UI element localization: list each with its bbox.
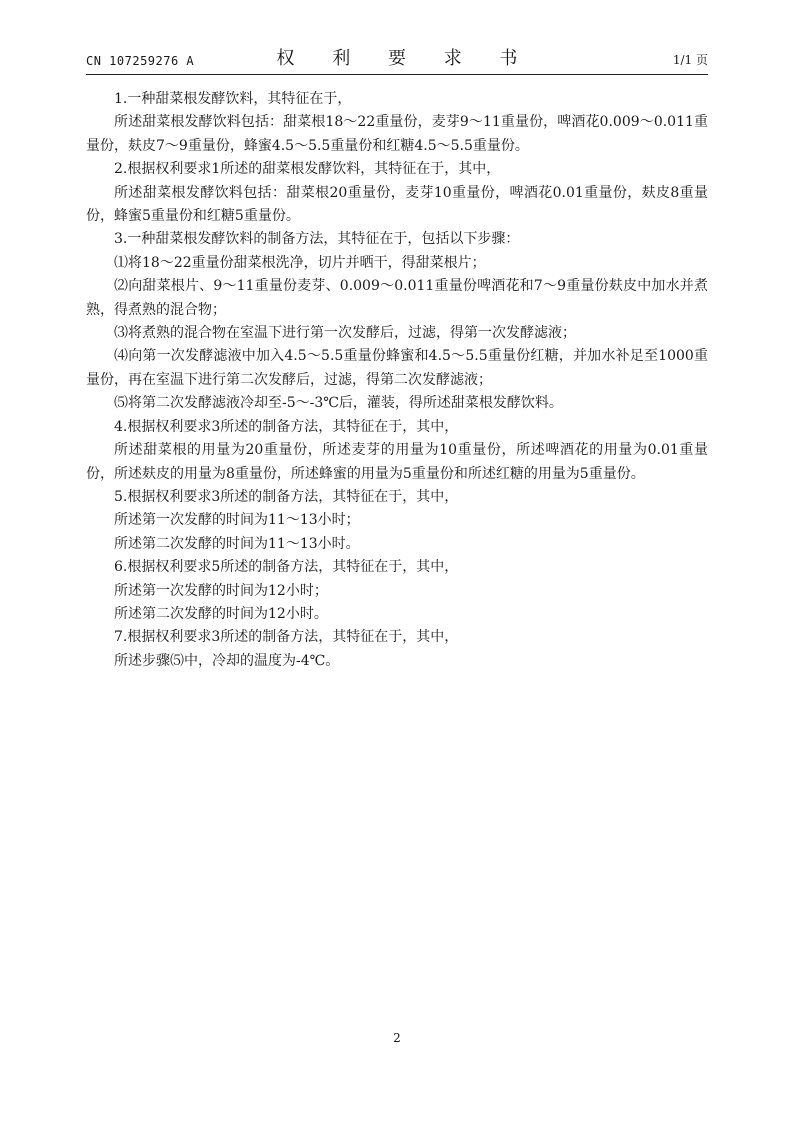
claim-4-heading: 4.根据权利要求3所述的制备方法，其特征在于，其中， [114,418,459,435]
claim-5-heading: 5.根据权利要求3所述的制备方法，其特征在于，其中， [114,488,459,505]
page-number: 2 [393,1031,401,1045]
claim-2-body: 所述甜菜根发酵饮料包括：甜菜根20重量份，麦芽10重量份，啤酒花0.01重量份，麸皮8重量份，蜂蜜5重量份和红糖5重量份。 [86,184,708,225]
page-header [86,44,708,75]
claim-2-heading: 2.根据权利要求1所述的甜菜根发酵饮料，其特征在于，其中， [114,161,501,178]
claim-7-body: 所述步骤⑸中，冷却的温度为-4℃。 [114,652,340,669]
document-number: CN 107259276 A [86,54,195,68]
page-info: 1/1 页 [672,53,708,67]
claim-5-first-fermentation: 所述第一次发酵的时间为11～13小时； [114,512,360,529]
claims-body [86,88,708,673]
claim-6-first-fermentation: 所述第一次发酵的时间为12小时； [114,582,328,599]
claim-3-step-5: ⑸将第二次发酵滤液冷却至-5～-3℃后，灌装，得所述甜菜根发酵饮料。 [114,395,563,412]
claim-1-heading: 1.一种甜菜根发酵饮料，其特征在于， [114,91,352,107]
claim-7-heading: 7.根据权利要求3所述的制备方法，其特征在于，其中， [114,629,459,646]
claim-3-step-2: ⑵向甜菜根片、9～11重量份麦芽、0.009～0.011重量份啤酒花和7～9重量份麸皮中加水并煮熟，得煮熟的混合物； [86,278,708,318]
claim-4-body: 所述甜菜根的用量为20重量份，所述麦芽的用量为10重量份，所述啤酒花的用量为0.01重量份，所述麸皮的用量为8重量份，所述蜂蜜的用量为5重量份和所述红糖的用量为5重量份。 [86,442,708,482]
claim-3-step-4: ⑷向第一次发酵滤液中加入4.5～5.5重量份蜂蜜和4.5～5.5重量份红糖，并加水补足至1000重量份，再在室温下进行第二次发酵后，过滤，得第二次发酵滤液； [86,348,708,388]
claim-6-heading: 6.根据权利要求5所述的制备方法，其特征在于，其中， [114,559,459,576]
claim-5-second-fermentation: 所述第二次发酵的时间为11～13小时。 [114,535,360,552]
claim-6-second-fermentation: 所述第二次发酵的时间为12小时。 [114,605,328,622]
claim-1-body: 所述甜菜根发酵饮料包括：甜菜根18～22重量份，麦芽9～11重量份，啤酒花0.009～0.011重量份，麸皮7～9重量份，蜂蜜4.5～5.5重量份和红糖4.5～5.5重量份。 [86,114,708,154]
claim-3-step-3: ⑶将煮熟的混合物在室温下进行第一次发酵后，过滤，得第一次发酵滤液； [114,325,576,342]
claim-3-heading: 3.一种甜菜根发酵饮料的制备方法，其特征在于，包括以下步骤： [114,231,520,248]
claim-3-step-1: ⑴将18～22重量份甜菜根洗净，切片并晒干，得甜菜根片； [114,254,486,271]
page-title: 权 利 要 求 书 [276,48,534,69]
